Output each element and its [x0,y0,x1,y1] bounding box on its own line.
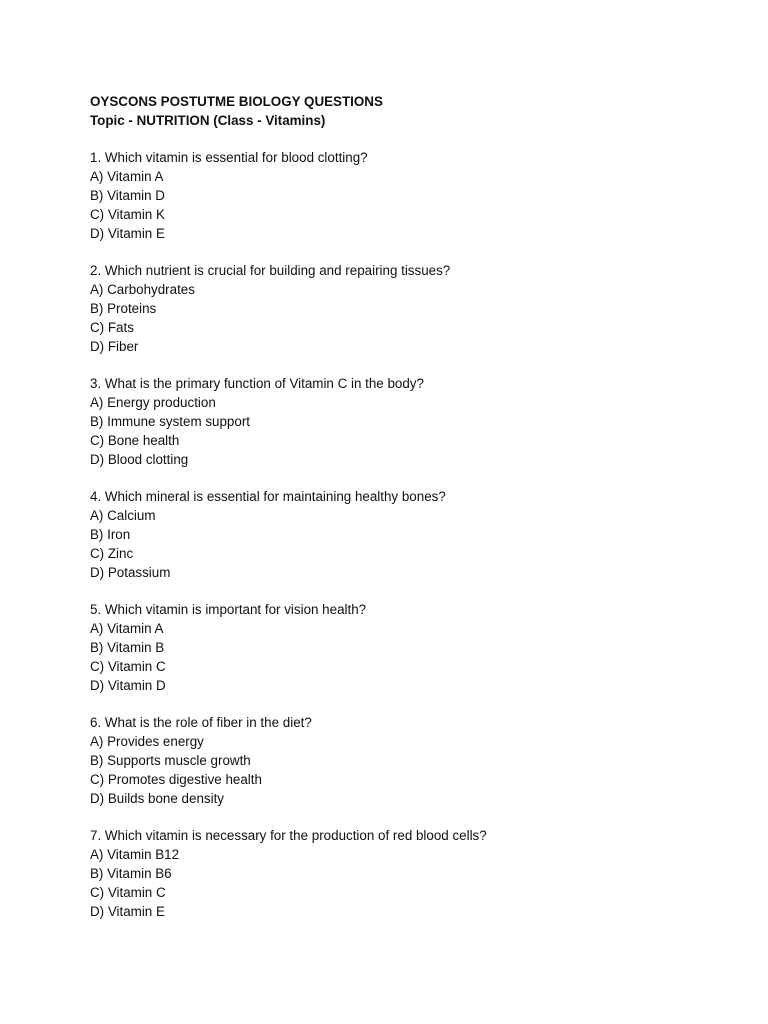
option-b: B) Immune system support [90,414,250,429]
document-title: OYSCONS POSTUTME BIOLOGY QUESTIONS [90,94,383,109]
document-page [90,92,730,939]
question-5 [90,600,730,695]
option-a: A) Provides energy [90,734,204,749]
option-d: D) Vitamin D [90,678,166,693]
question-text: 7. Which vitamin is necessary for the production of red blood cells? [90,828,487,843]
option-d: D) Potassium [90,565,171,580]
option-d: D) Vitamin E [90,226,165,241]
question-4 [90,487,730,582]
option-c: C) Promotes digestive health [90,772,262,787]
question-7 [90,826,730,921]
option-b: B) Supports muscle growth [90,753,251,768]
question-list [90,148,730,921]
option-d: D) Fiber [90,339,139,354]
document-topic: Topic - NUTRITION (Class - Vitamins) [90,113,326,128]
option-a: A) Calcium [90,508,156,523]
question-text: 1. Which vitamin is essential for blood clotting? [90,150,368,165]
option-b: B) Iron [90,527,131,542]
option-a: A) Energy production [90,395,216,410]
option-c: C) Fats [90,320,134,335]
option-b: B) Vitamin B6 [90,866,172,881]
question-3 [90,374,730,469]
question-6 [90,713,730,808]
option-b: B) Proteins [90,301,157,316]
question-text: 3. What is the primary function of Vitamin C in the body? [90,376,424,391]
option-d: D) Blood clotting [90,452,189,467]
option-a: A) Carbohydrates [90,282,195,297]
option-a: A) Vitamin A [90,169,164,184]
option-a: A) Vitamin B12 [90,847,180,862]
option-c: C) Vitamin C [90,659,166,674]
option-c: C) Vitamin C [90,885,166,900]
option-b: B) Vitamin D [90,188,165,203]
question-text: 2. Which nutrient is crucial for building and repairing tissues? [90,263,451,278]
option-c: C) Zinc [90,546,134,561]
question-text: 5. Which vitamin is important for vision health? [90,602,367,617]
question-text: 6. What is the role of fiber in the diet? [90,715,312,730]
question-2 [90,261,730,356]
option-c: C) Bone health [90,433,180,448]
option-b: B) Vitamin B [90,640,165,655]
option-a: A) Vitamin A [90,621,164,636]
option-c: C) Vitamin K [90,207,165,222]
question-text: 4. Which mineral is essential for maintaining healthy bones? [90,489,446,504]
question-1 [90,148,730,243]
option-d: D) Vitamin E [90,904,165,919]
option-d: D) Builds bone density [90,791,224,806]
